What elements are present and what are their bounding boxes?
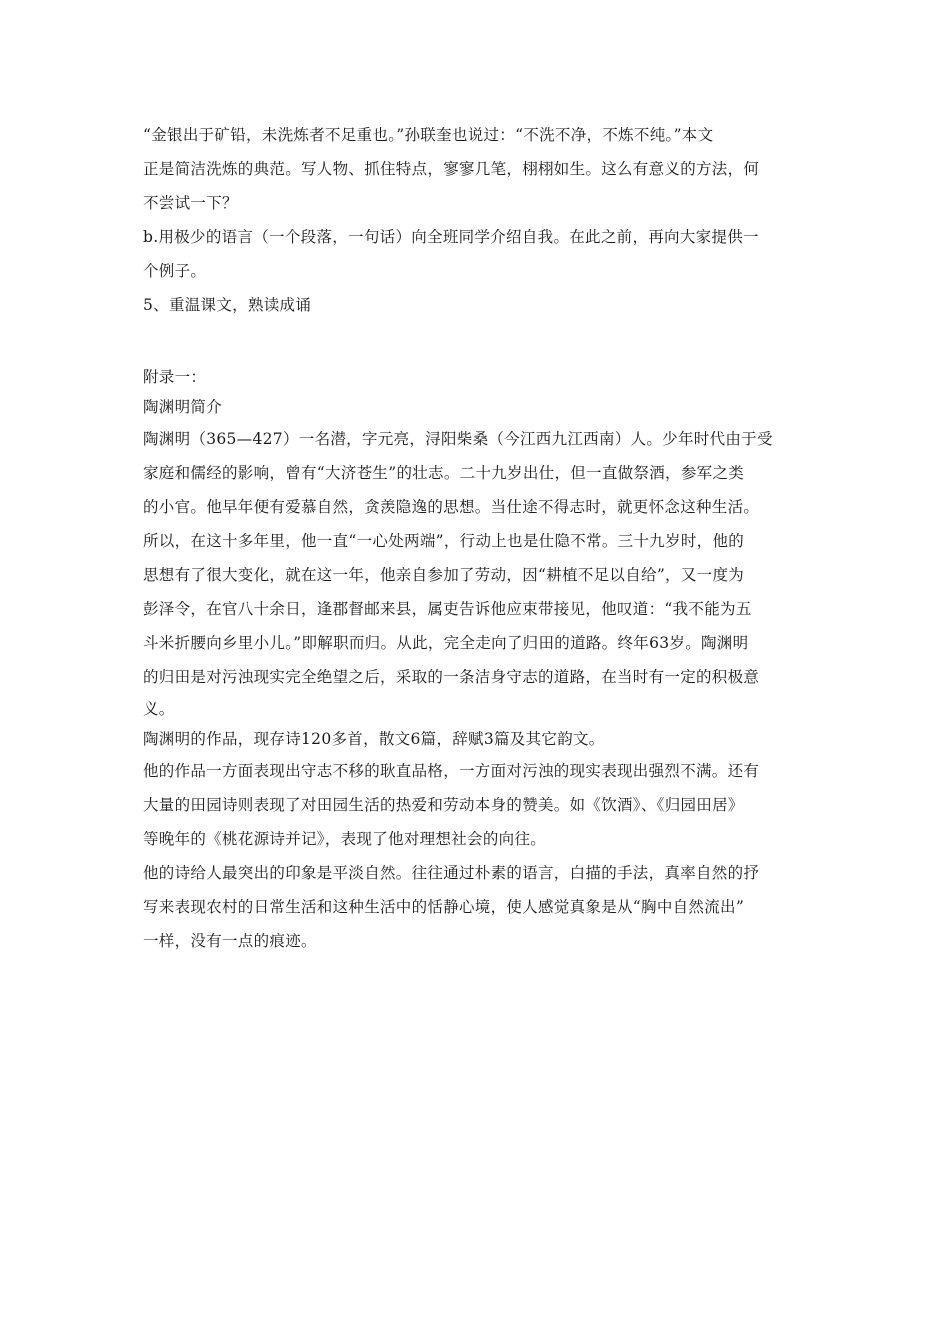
appendix-heading: 附录一： xyxy=(143,368,207,386)
bio-line: 陶渊明（365—427）一名潜，字元亮，浔阳柴桑（今江西九江西南）人。少年时代由于受 xyxy=(143,430,773,448)
style-line: 写来表现农村的日常生活和这种生活中的恬静心境，使人感觉真象是从“胸中自然流出” xyxy=(143,898,745,916)
style-line: 一样，没有一点的痕迹。 xyxy=(143,932,317,950)
works-line: 陶渊明的作品，现存诗120多首，散文6篇，辞赋3篇及其它韵文。 xyxy=(143,730,605,748)
bio-line: 义。 xyxy=(143,700,175,718)
text-line: b.用极少的语言（一个段落，一句话）向全班同学介绍自我。在此之前，再向大家提供一 xyxy=(143,228,759,246)
text-line: 5、重温课文，熟读成诵 xyxy=(143,296,312,314)
bio-line: 思想有了很大变化，就在这一年，他亲自参加了劳动，因“耕植不足以自给”，又一度为 xyxy=(143,566,745,584)
bio-line: 彭泽令，在官八十余日，逢郡督邮来县，属吏告诉他应束带接见，他叹道：“我不能为五 xyxy=(143,600,752,618)
appendix-title: 陶渊明简介 xyxy=(143,398,223,416)
text-line: “金银出于矿铅，未洗炼者不足重也。”孙联奎也说过：“不洗不净，不炼不纯。”本文 xyxy=(143,126,714,144)
bio-line: 的归田是对污浊现实完全绝望之后，采取的一条洁身守志的道路，在当时有一定的积极意 xyxy=(143,668,760,686)
works-desc-line: 大量的田园诗则表现了对田园生活的热爱和劳动本身的赞美。如《饮酒》、《归园田居》 xyxy=(143,796,744,814)
text-line: 正是简洁洗炼的典范。写人物、抓住特点，寥寥几笔，栩栩如生。这么有意义的方法，何 xyxy=(143,160,760,178)
works-desc-line: 他的作品一方面表现出守志不移的耿直品格，一方面对污浊的现实表现出强烈不满。还有 xyxy=(143,762,760,780)
bio-line: 所以，在这十多年里，他一直“一心处两端”，行动上也是仕隐不常。三十九岁时，他的 xyxy=(143,532,745,550)
text-line: 不尝试一下？ xyxy=(143,194,238,212)
bio-line: 家庭和儒经的影响，曾有“大济苍生”的壮志。二十九岁出仕，但一直做祭酒，参军之类 xyxy=(143,464,745,482)
bio-line: 的小官。他早年便有爱慕自然，贪羡隐逸的思想。当仕途不得志时，就更怀念这种生活。 xyxy=(143,498,760,516)
bio-line: 斗米折腰向乡里小儿。”即解职而归。从此，完全走向了归田的道路。终年63岁。陶渊明 xyxy=(143,634,749,652)
spacer xyxy=(143,322,811,362)
style-line: 他的诗给人最突出的印象是平淡自然。往往通过朴素的语言，白描的手法，真率自然的抒 xyxy=(143,864,760,882)
document-body xyxy=(143,118,811,958)
text-line: 个例子。 xyxy=(143,262,207,280)
works-desc-line: 等晚年的《桃花源诗并记》，表现了他对理想社会的向往。 xyxy=(143,830,547,848)
